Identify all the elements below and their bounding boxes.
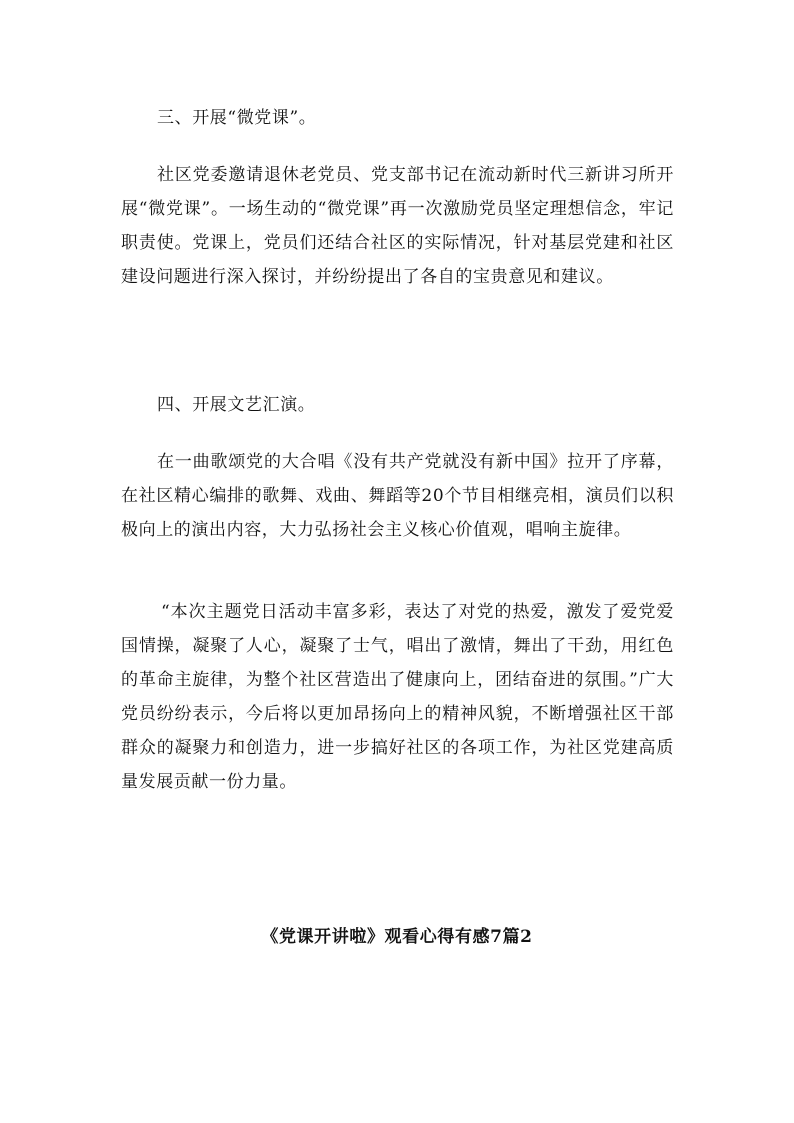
paragraph-micro-party-lesson: 社区党委邀请退休老党员、党支部书记在流动新时代三新讲习所开展“微党课”。一场生动的“微党课”再一次激励党员坚定理想信念，牢记职责使。党课上，党员们还结合社区的实际情况，针对基层党建和社区建设问题进行深入探讨，并纷纷提出了各自的宝贵意见和建议。 xyxy=(121,165,674,287)
section-heading-micro-party-lesson: 三、开展“微党课”。 xyxy=(157,108,317,128)
section-heading-art-performance: 四、开展文艺汇演。 xyxy=(157,395,316,415)
next-article-title: 《党课开讲啦》观看心得有感7篇2 xyxy=(261,927,533,947)
paragraph-quote: “本次主题党日活动丰富多彩，表达了对党的热爱，激发了爱党爱国情操，凝聚了人心，凝聚了士气，唱出了激情，舞出了干劲，用红色的革命主旋律，为整个社区营造出了健康向上，团结奋进的氛围。”广大党员纷纷表示，今后将以更加昂扬向上的精神风貌，不断增强社区干部群众的凝聚力和创造力，进一步搞好社区的各项工作，为社区党建高质量发展贡献一份力量。 xyxy=(121,602,674,792)
paragraph-art-performance: 在一曲歌颂党的大合唱《没有共产党就没有新中国》拉开了序幕，在社区精心编排的歌舞、戏曲、舞蹈等20个节目相继亮相，演员们以积极向上的演出内容，大力弘扬社会主义核心价值观，唱响主旋律。 xyxy=(121,452,674,540)
